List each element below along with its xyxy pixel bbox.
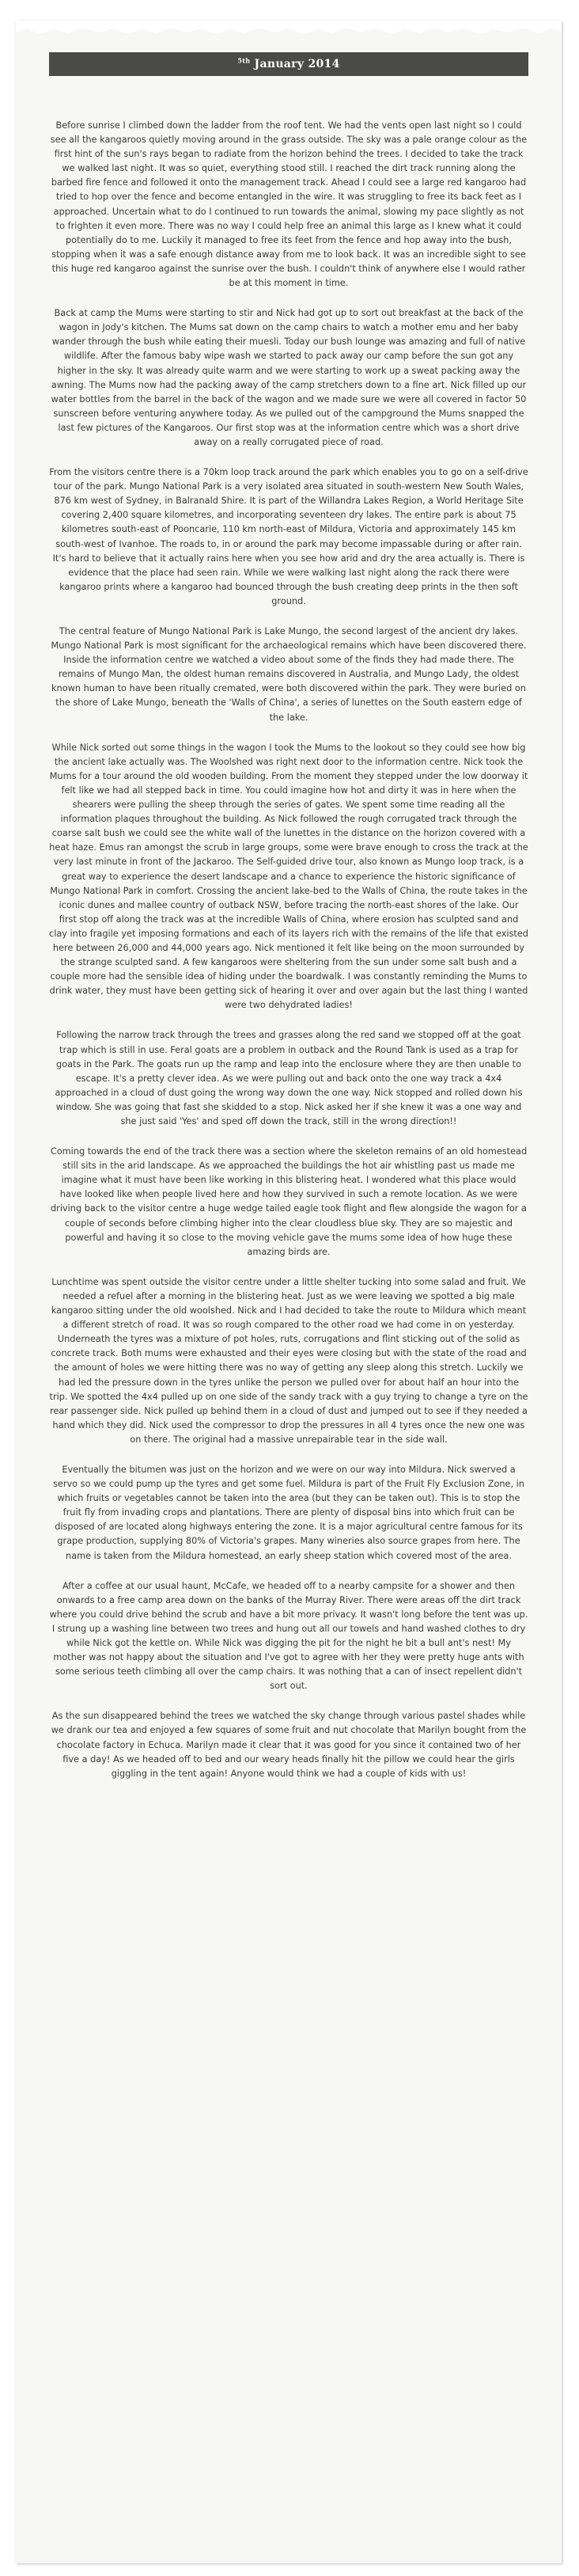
paragraph: After a coffee at our usual haunt, McCafe, we headed off to a nearby campsite for a shower and then onwards to a free camp area down on the banks of the Murray River. There were areas off the dirt track where you could drive behind the scrub and have a bit more privacy. It wasn't long before the tent was up. I strung up a washing line between two trees and hung out all our towels and hand washed clothes to dry while Nick got the kettle on. While Nick was digging the pit for the night he bit a bull ant's nest! My mother was not happy about the situation and I've got to agree with her they were pretty huge ants with some serious teeth climbing all over the camp chairs. It was nothing that a can of insect repellent didn't sort out. <box>49 1580 528 1692</box>
torn-paper-edge <box>16 21 562 44</box>
date-suffix: th <box>242 56 251 65</box>
date-banner <box>49 52 528 76</box>
paragraph: Lunchtime was spent outside the visitor centre under a little shelter tucking into some salad and fruit. We needed a refuel after a morning in the blistering heat. Just as we were leaving we spotted a big male kangaroo sitting under the old woolshed. Nick and I had decided to take the route to Mildura which meant a different stretch of road. It was so rough compared to the other road we had come in on yesterday. Underneath the tyres was a mixture of pot holes, ruts, corrugations and flint sticking out of the solid as concrete track. Both mums were exhausted and their eyes were closing but with the state of the road and the amount of holes we were hitting there was no way of getting any sleep along this stretch. Luckily we had led the pressure down in the tyres unlike the person we pulled over for about half an hour into the trip. We spotted the 4x4 pulled up on one side of the sandy track with a guy trying to change a tyre on the rear passenger side. Nick pulled up behind them in a cloud of dust and jumped out to see if they needed a hand which they did. Nick used the compressor to drop the pressures in all 4 tyres once the new one was on there. The original had a massive unrepairable tear in the side wall. <box>49 1276 528 1445</box>
paragraph: The central feature of Mungo National Park is Lake Mungo, the second largest of the ancient dry lakes. Mungo National Park is most significant for the archaeological remains which have been discovered there. Inside the information centre we watched a video about some of the finds they had made there. The remains of Mungo Man, the oldest human remains discovered in Australia, and Mungo Lady, the oldest known human to have been ritually cremated, were both discovered within the park. They were buried on the shore of Lake Mungo, beneath the 'Walls of China', a series of lunettes on the South eastern edge of the lake. <box>51 626 527 723</box>
journal-page <box>16 21 562 2563</box>
journal-body <box>49 119 528 1797</box>
paragraph: As the sun disappeared behind the trees we watched the sky change through various pastel shades while we drank our tea and enjoyed a few squares of some fruit and nut chocolate that Marilyn bought from the chocolate factory in Echuca. Marilyn made it clear that it was good for you since it contained two of her five a day! As we headed off to bed and our weary heads finally hit the pillow we could hear the girls giggling in the tent again! Anyone would think we had a couple of kids with us! <box>51 1711 527 1779</box>
paragraph: Before sunrise I climbed down the ladder from the roof tent. We had the vents open last night so I could see all the kangaroos quietly moving around in the grass outside. The sky was a pale orange colour as the first hint of the sun's rays began to radiate from the horizon behind the trees. I decided to take the track we walked last night. It was so quiet, everything stood still. I reached the dirt track running along the barbed fire fence and followed it onto the management track. Ahead I could see a large red kangaroo had tried to hop over the fence and become entangled in the wire. It was struggling to free its back feet as I approached. Uncertain what to do I continued to run towards the animal, slowing my pace slightly as not to frighten it even more. There was no way I could help free an animal this large as I knew what it could potentially do to me. Luckily it managed to free its feet from the fence and hop away into the bush, stopping when it was a safe enough distance away from me to look back. It was an incredible sight to see this huge red kangaroo against the sunrise over the bush. I couldn't think of anywhere else I would rather be at this moment in time. <box>50 120 528 289</box>
paragraph: Back at camp the Mums were starting to stir and Nick had got up to sort out breakfast at the back of the wagon in Jody's kitchen. The Mums sat down on the camp chairs to watch a mother emu and her baby wander through the bush while eating their muesli. Today our bush lounge was amazing and full of native wildlife. After the famous baby wipe wash we started to pack away our camp before the sun got any higher in the sky. It was already quite warm and we were starting to work up a sweat packing away the awning. The Mums now had the packing away of the camp stretchers down to a fine art. Nick filled up our water bottles from the barrel in the back of the wagon and we made sure we were all covered in factor 50 sunscreen before venturing anywhere today. As we pulled out of the campground the Mums snapped the last few pictures of the Kangaroos. Our first stop was at the information centre which was a short drive away on a really corrugated piece of road. <box>51 308 527 447</box>
date-text: January 2014 <box>254 58 340 70</box>
paragraph: Following the narrow track through the trees and grasses along the red sand we stopped off at the goat trap which is still in use. Feral goats are a problem in outback and the Round Tank is used as a trap for goats in the Park. The goats run up the ramp and leap into the enclosure where they are then unable to escape. It's a pretty clever idea. As we were pulling out and back onto the one way track a 4x4 approached in a cloud of dust going the wrong way down the one way. Nick stopped and rolled down his window. She was going that fast she skidded to a stop. Nick asked her if she knew it was a one way and she just said 'Yes' and sped off down the track, still in the wrong direction!! <box>55 1030 523 1127</box>
paragraph: From the visitors centre there is a 70km loop track around the park which enables you to go on a self-drive tour of the park. Mungo National Park is a very isolated area situated in south-western New South Wales, 876 km west of Sydney, in Balranald Shire. It is part of the Willandra Lakes Region, a World Heritage Site covering 2,400 square kilometres, and incorporating seventeen dry lakes. The entire park is about 75 kilometres south-east of Pooncarie, 110 km north-east of Mildura, Victoria and approximately 145 km south-west of Ivanhoe. The roads to, in or around the park may become impassable during or after rain. It's hard to believe that it actually rains here when you see how arid and dry the area actually is. There is evidence that the place had seen rain. While we were walking last night along the rack there were kangaroo prints where a kangaroo had bounced through the bush creating deep prints in the then soft ground. <box>49 467 528 606</box>
paragraph: Coming towards the end of the track there was a section where the skeleton remains of an old homestead still sits in the arid landscape. As we approached the buildings the hot air whistling past us made me imagine what it must have been like working in this blistering heat. I wondered what this place would have looked like when people lived here and how they survived in such a remote location. As we were driving back to the visitor centre a huge wedge tailed eagle took flight and flew alongside the wagon for a couple of seconds before climbing higher into the clear cloudless blue sky. They are so majestic and powerful and having it so close to the moving vehicle gave the mums some idea of how huge these amazing birds are. <box>50 1146 528 1257</box>
paragraph: While Nick sorted out some things in the wagon I took the Mums to the lookout so they could see how big the ancient lake actually was. The Woolshed was right next door to the information centre. Nick took the Mums for a tour around the old wooden building. From the moment they stepped under the low doorway it felt like we had all stepped back in time. You could imagine how hot and dirty it was in here when the shearers were pulling the sheep through the series of gates. We spent some time reading all the information plaques throughout the building. As Nick followed the rough corrugated track through the coarse salt bush we could see the white wall of the lunettes in the distance on the horizon covered with a heat haze. Emus ran amongst the scrub in large groups, some were brave enough to cross the track at the very last minute in front of the Jackaroo. The Self-guided drive tour, also known as Mungo loop track, is a great way to experience the desert landscape and a chance to experience the historic significance of Mungo National Park in comfort. Crossing the ancient lake-bed to the Walls of China, the route takes in the iconic dunes and mallee country of outback NSW, before tracing the north-east shores of the lake. Our first stop off along the track was at the incredible Walls of China, where erosion has sculpted sand and clay into fragile yet imposing formations and each of its layers rich with the remains of the life that existed here between 26,000 and 44,000 years ago. Nick mentioned it felt like being on the moon surrounded by the strange sculpted sand. A few kangaroos were sheltering from the sun under some salt bush and a couple more had the sensible idea of hiding under the boardwalk. I was constantly reminding the Mums to drink water, they must have been getting sick of hearing it over and over again but the last thing I wanted were two dehydrated ladies! <box>49 742 528 1011</box>
date-day: 5 <box>237 56 243 65</box>
paragraph: Eventually the bitumen was just on the horizon and we were on our way into Mildura. Nick swerved a servo so we could pump up the tyres and get some fuel. Mildura is part of the Fruit Fly Exclusion Zone, in which fruits or vegetables cannot be taken into the area (but they can be taken out). This is to stop the fruit fly from invading crops and plantations. There are plenty of disposal bins into which fruit can be disposed of are located along highways entering the zone. It is a major agricultural centre famous for its grape production, supplying 80% of Victoria's grapes. Many wineries also source grapes from here. The name is taken from the Mildura homestead, an early sheep station which covered most of the area. <box>53 1464 524 1561</box>
